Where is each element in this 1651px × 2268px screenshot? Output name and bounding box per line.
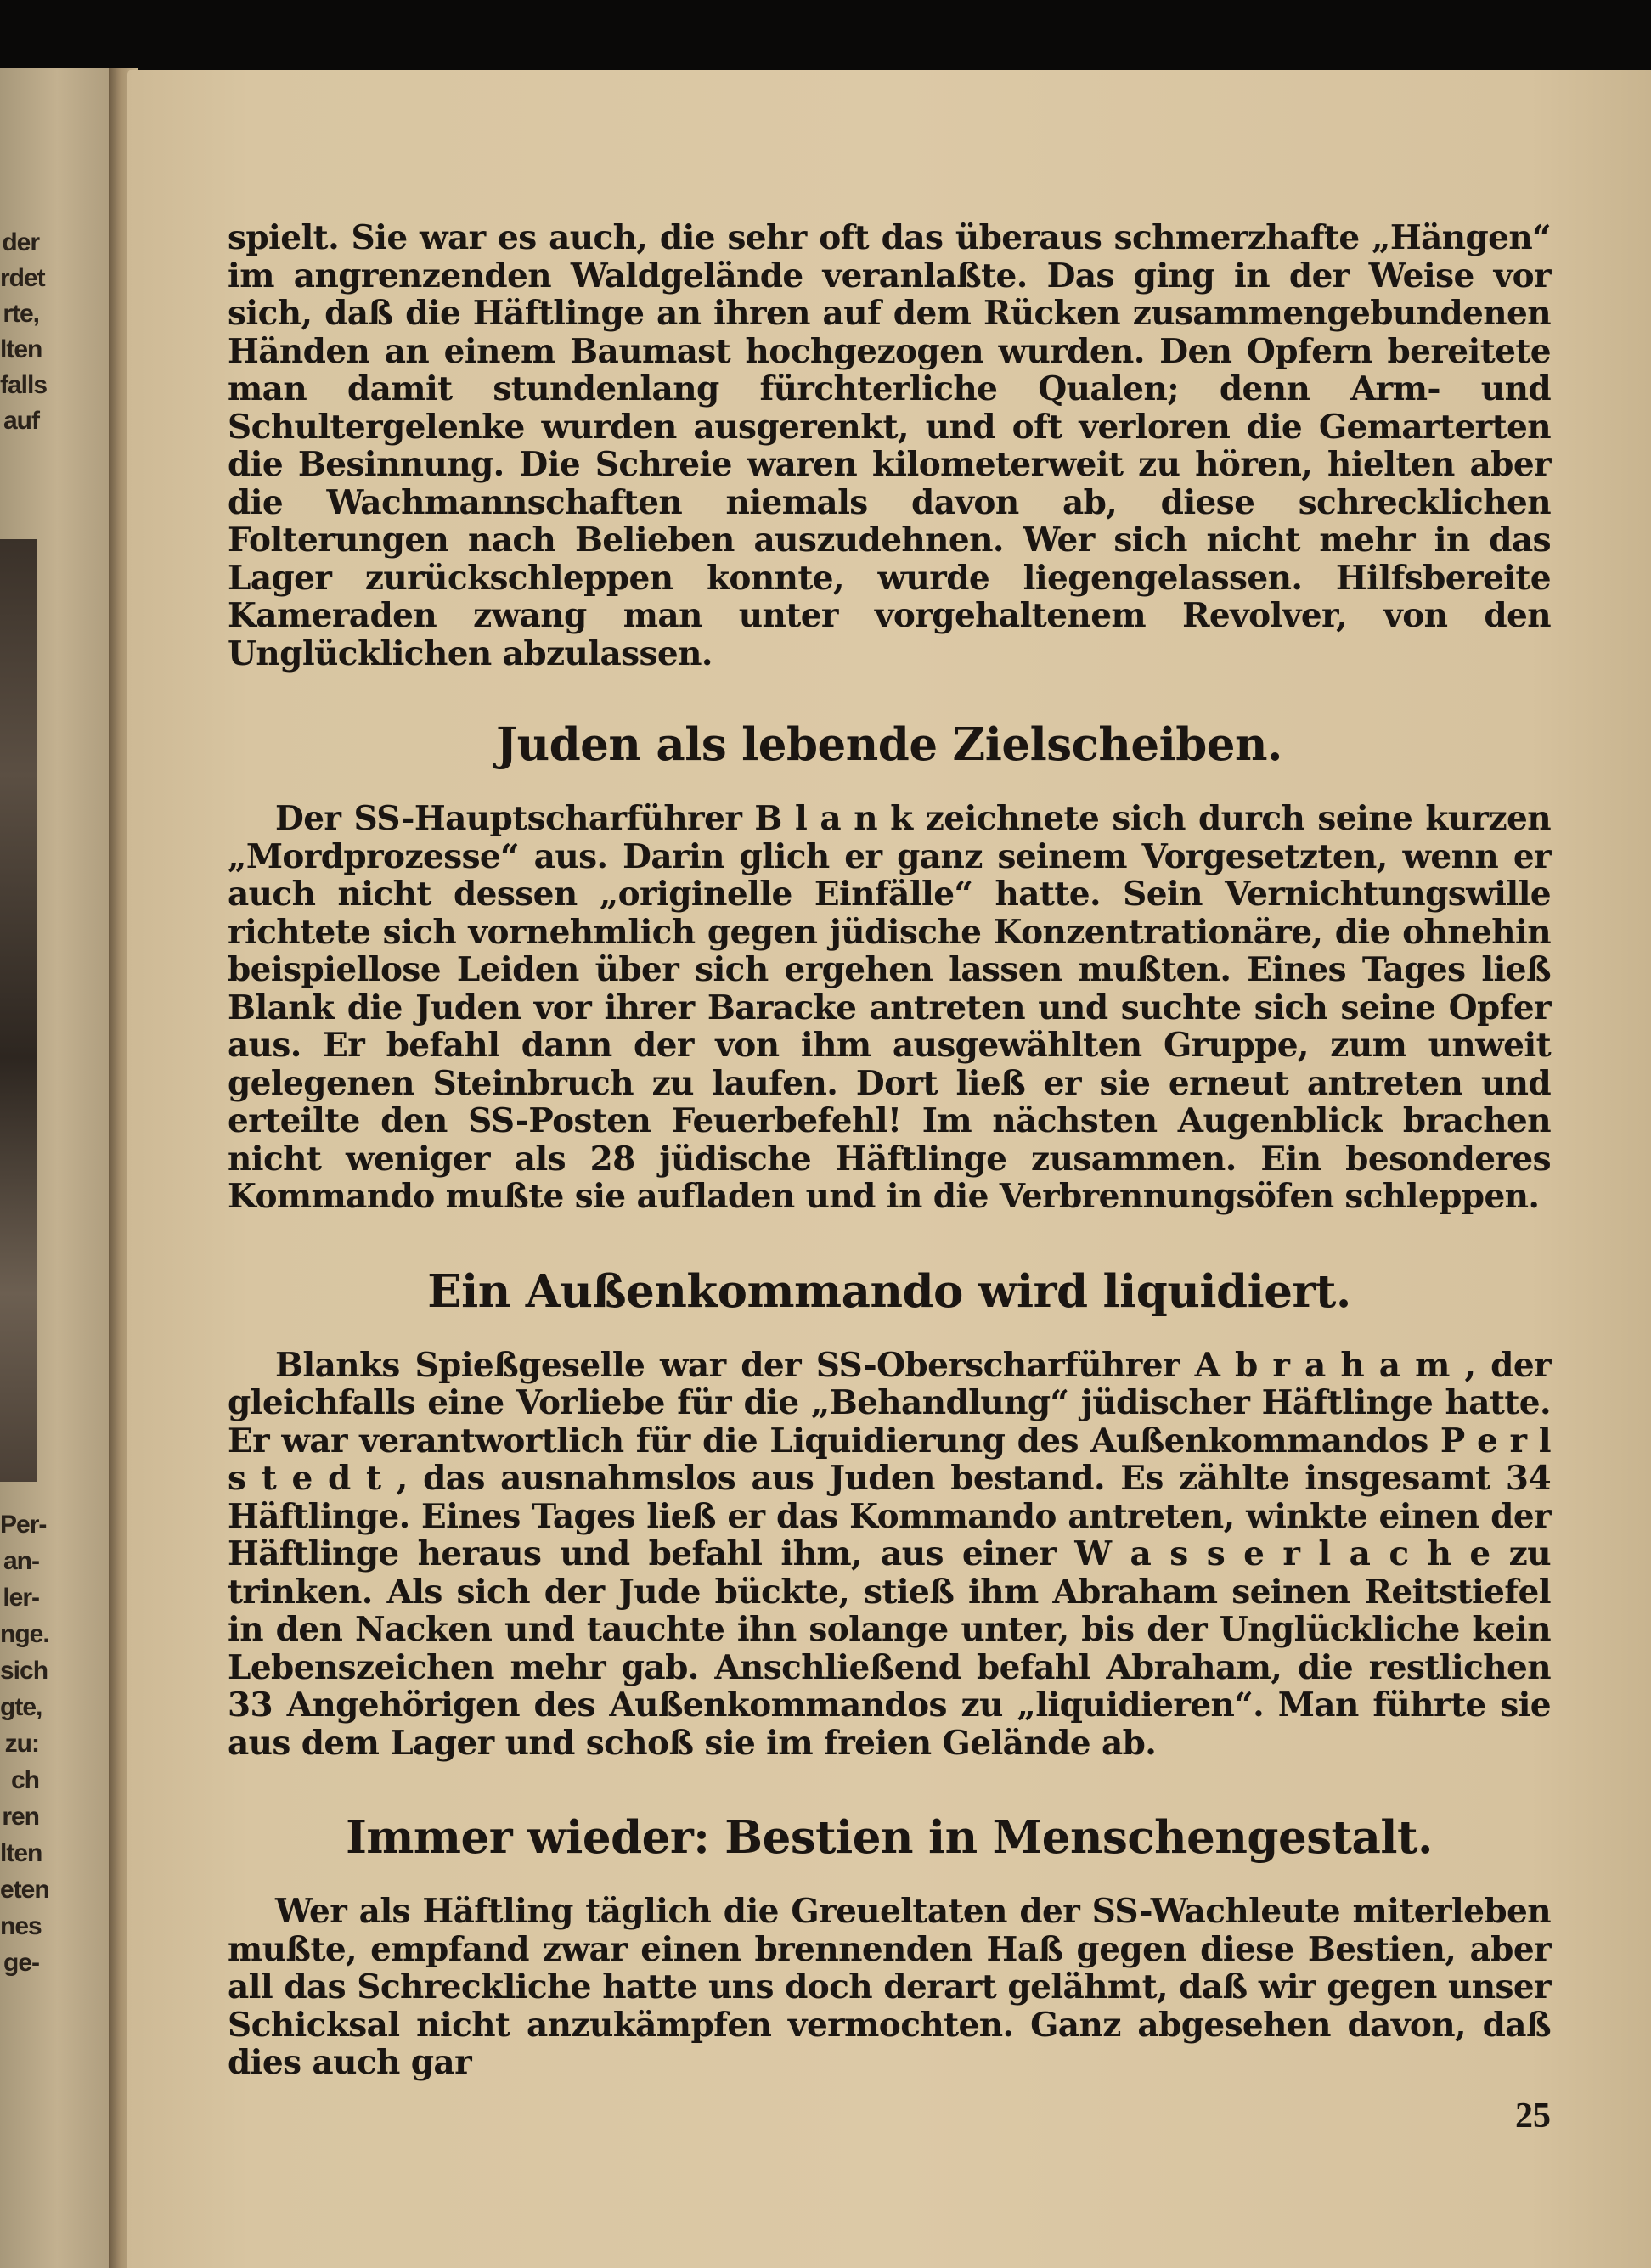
- left-page-fragment: rte,: [3, 300, 39, 328]
- left-page-fragment: der: [2, 228, 39, 256]
- left-page-fragment: lten: [0, 335, 42, 363]
- left-page-fragment: auf: [3, 407, 39, 435]
- paragraph-continuation: spielt. Sie war es auch, die sehr oft das überaus schmerzhafte „Hängen“ im angrenzenden Waldgelände veranlaßte. Das ging in der Weise vor sich, daß die Häftlinge an ihren auf dem Rücken zusammengebundenen Händen an einem Baumast hochgezogen wurden. Den Opfern bereitete man damit stundenlang fürchterliche Qualen; denn Arm- und Schultergelenke wurden ausgerenkt, und oft verloren die Gemarterten die Besinnung. Die Schreie waren kilometerweit zu hören, hielten aber die Wachmannschaften niemals davon ab, diese schrecklichen Folterungen nach Belieben auszudehnen. Wer sich nicht mehr in das Lager zurückschleppen konnte, wurde liegengelassen. Hilfsbereite Kameraden zwang man unter vorgehaltenem Revolver, von den Unglücklichen abzulassen.: [228, 218, 1551, 673]
- left-page-fragment: ler-: [3, 1584, 39, 1612]
- left-page-fragment: nes: [0, 1912, 42, 1940]
- left-page-fragment: sich: [0, 1657, 48, 1685]
- left-page-fragment: gte,: [0, 1693, 42, 1721]
- paragraph-blank: Der SS-Hauptscharführer B l a n k zeichnete sich durch seine kurzen „Mordprozesse“ aus. Darin glich er ganz seinem Vorgesetzten, wenn er auch nicht dessen „originelle Einfälle“ hatte. Sein Vernichtungswille richtete sich vornehmlich gegen jüdische Konzentrationäre, die ohnehin beispiellose Leiden über sich ergehen lassen mußten. Eines Tages ließ Blank die Juden vor ihrer Baracke antreten und suchte sich seine Opfer aus. Er befahl dann der von ihm ausgewählten Gruppe, zum unweit gelegenen Steinbruch zu laufen. Dort ließ er sie erneut antreten und erteilte den SS-Posten Feuerbefehl! Im nächsten Augenblick brachen nicht weniger als 28 jüdische Häftlinge zusammen. Ein besonderes Kommando mußte sie aufladen und in die Verbrennungsöfen schleppen.: [228, 799, 1551, 1216]
- left-page-fragment: ren: [2, 1803, 39, 1831]
- left-page-fragment: an-: [3, 1547, 39, 1575]
- section-heading-bestien: Immer wieder: Bestien in Menschengestalt.: [346, 1811, 1433, 1864]
- page-number: 25: [1515, 2096, 1551, 2136]
- left-page-fragment: ge-: [3, 1949, 39, 1977]
- page-body: [228, 219, 1551, 2082]
- left-page-fragment: rdet: [0, 264, 45, 292]
- left-facing-page: [0, 68, 115, 2268]
- left-page-photo: [0, 539, 37, 1482]
- left-page-fragment: eten: [0, 1876, 49, 1904]
- book-page: [127, 70, 1651, 2268]
- left-page-fragment: nge.: [0, 1620, 49, 1648]
- left-page-fragment: falls: [0, 371, 48, 399]
- left-page-fragment: lten: [0, 1839, 42, 1867]
- paragraph-abraham: Blanks Spießgeselle war der SS-Oberscharführer A b r a h a m , der gleichfalls eine Vorliebe für die „Behandlung“ jüdischer Häftlinge hatte. Er war verantwortlich für die Liquidierung des Außenkommandos P e r l s t e d t , das ausnahmslos aus Juden bestand. Es zählte insgesamt 34 Häftlinge. Eines Tages ließ er das Kommando antreten, winkte einen der Häftlinge heraus und befahl ihm, aus einer W a s s e r l a c h e zu trinken. Als sich der Jude bückte, stieß ihm Abraham seinen Reitstiefel in den Nacken und tauchte ihn solange unter, bis der Unglückliche kein Lebenszeichen mehr gab. Anschließend befahl Abraham, die restlichen 33 Angehörigen des Außenkommandos zu „liquidieren“. Man führte sie aus dem Lager und schoß sie im freien Gelände ab.: [228, 1345, 1551, 1763]
- paragraph-haeftling: Wer als Häftling täglich die Greueltaten der SS-Wachleute miterleben mußte, empfand zwar einen brennenden Haß gegen diese Bestien, aber all das Schreckliche hatte uns doch derart gelähmt, daß wir gegen unser Schicksal nicht anzukämpfen vermochten. Ganz abgesehen davon, daß dies auch gar: [228, 1892, 1551, 2082]
- left-page-fragment: ch: [10, 1766, 39, 1794]
- left-page-fragment: Per-: [0, 1511, 47, 1539]
- section-heading-aussenkommando: Ein Außenkommando wird liquidiert.: [427, 1264, 1351, 1318]
- left-page-fragment: zu:: [4, 1730, 39, 1758]
- section-heading-juden-zielscheiben: Juden als lebende Zielscheiben.: [496, 718, 1282, 771]
